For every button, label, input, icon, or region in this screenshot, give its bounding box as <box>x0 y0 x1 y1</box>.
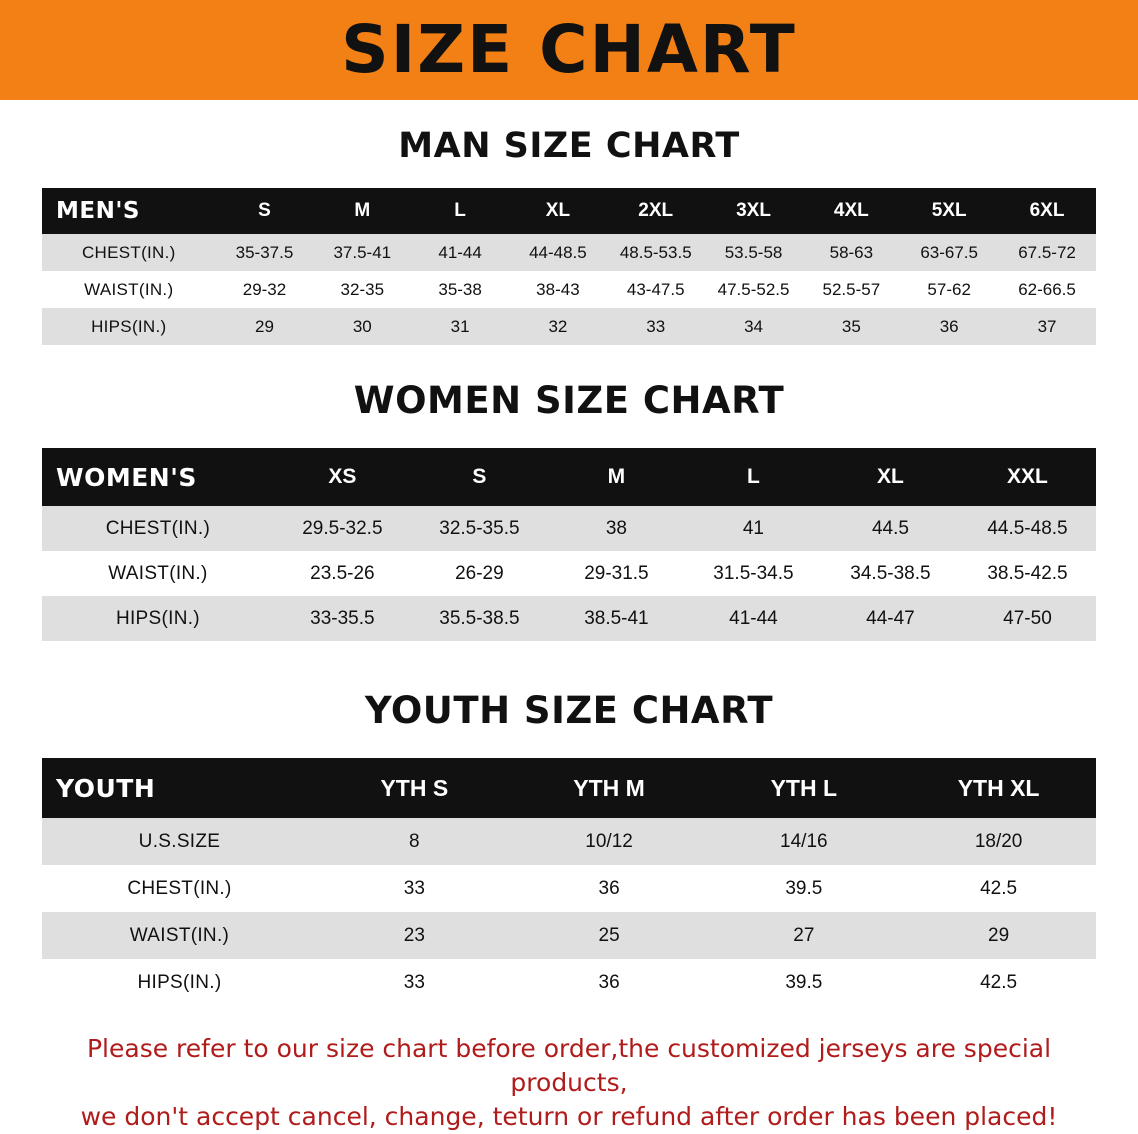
youth-row-label-1: CHEST(IN.) <box>42 865 317 912</box>
women-cell-1-4: 34.5-38.5 <box>822 551 959 596</box>
youth-cell-1-2: 39.5 <box>706 865 901 912</box>
women-cell-2-5: 47-50 <box>959 596 1096 641</box>
women-cell-2-4: 44-47 <box>822 596 959 641</box>
women-section-heading: WOMEN SIZE CHART <box>353 379 785 422</box>
table-row <box>42 234 1096 271</box>
youth-table-header-row <box>42 758 1096 818</box>
youth-size-col-0: YTH S <box>317 758 512 818</box>
man-cell-0-2: 41-44 <box>411 234 509 271</box>
disclaimer <box>40 1032 1098 1134</box>
women-size-col-2: M <box>548 448 685 506</box>
table-row <box>42 912 1096 959</box>
youth-size-col-3: YTH XL <box>901 758 1096 818</box>
man-cell-1-7: 57-62 <box>900 271 998 308</box>
women-cell-2-3: 41-44 <box>685 596 822 641</box>
table-row <box>42 865 1096 912</box>
man-cell-2-5: 34 <box>705 308 803 345</box>
women-cell-0-1: 32.5-35.5 <box>411 506 548 551</box>
man-cell-2-1: 30 <box>313 308 411 345</box>
youth-cell-1-0: 33 <box>317 865 512 912</box>
man-section-heading: MAN SIZE CHART <box>398 126 740 166</box>
man-size-col-7: 5XL <box>900 188 998 234</box>
women-cell-2-2: 38.5-41 <box>548 596 685 641</box>
women-cell-0-2: 38 <box>548 506 685 551</box>
women-size-col-1: S <box>411 448 548 506</box>
youth-cell-2-0: 23 <box>317 912 512 959</box>
man-size-col-4: 2XL <box>607 188 705 234</box>
women-size-col-3: L <box>685 448 822 506</box>
page-title: SIZE CHART <box>341 11 797 88</box>
man-cell-2-7: 36 <box>900 308 998 345</box>
women-cell-0-3: 41 <box>685 506 822 551</box>
youth-size-col-1: YTH M <box>512 758 707 818</box>
women-cell-0-4: 44.5 <box>822 506 959 551</box>
youth-cell-0-1: 10/12 <box>512 818 707 865</box>
man-cell-1-6: 52.5-57 <box>802 271 900 308</box>
man-size-table <box>42 188 1096 345</box>
women-cell-2-1: 35.5-38.5 <box>411 596 548 641</box>
man-table-header-row <box>42 188 1096 234</box>
youth-cell-0-0: 8 <box>317 818 512 865</box>
women-cell-2-0: 33-35.5 <box>274 596 411 641</box>
youth-table-wrap <box>42 758 1096 1006</box>
women-cell-0-5: 44.5-48.5 <box>959 506 1096 551</box>
youth-section-heading: YOUTH SIZE CHART <box>364 689 774 732</box>
women-cell-1-2: 29-31.5 <box>548 551 685 596</box>
youth-cell-3-3: 42.5 <box>901 959 1096 1006</box>
man-cell-1-1: 32-35 <box>313 271 411 308</box>
women-header-label: WOMEN'S <box>42 448 274 506</box>
youth-cell-0-2: 14/16 <box>706 818 901 865</box>
women-size-col-4: XL <box>822 448 959 506</box>
youth-cell-3-1: 36 <box>512 959 707 1006</box>
youth-cell-2-2: 27 <box>706 912 901 959</box>
man-cell-0-7: 63-67.5 <box>900 234 998 271</box>
man-cell-0-8: 67.5-72 <box>998 234 1096 271</box>
man-cell-2-6: 35 <box>802 308 900 345</box>
women-cell-1-5: 38.5-42.5 <box>959 551 1096 596</box>
man-cell-2-0: 29 <box>216 308 314 345</box>
man-size-col-2: L <box>411 188 509 234</box>
women-cell-0-0: 29.5-32.5 <box>274 506 411 551</box>
women-row-label-1: WAIST(IN.) <box>42 551 274 596</box>
man-table-wrap <box>42 188 1096 345</box>
man-size-col-1: M <box>313 188 411 234</box>
man-cell-0-4: 48.5-53.5 <box>607 234 705 271</box>
man-size-col-5: 3XL <box>705 188 803 234</box>
page-banner <box>0 0 1138 100</box>
table-row <box>42 818 1096 865</box>
man-cell-0-3: 44-48.5 <box>509 234 607 271</box>
youth-cell-1-1: 36 <box>512 865 707 912</box>
youth-size-col-2: YTH L <box>706 758 901 818</box>
women-cell-1-3: 31.5-34.5 <box>685 551 822 596</box>
disclaimer-line-1: Please refer to our size chart before order,the customized jerseys are special products, <box>86 1034 1052 1097</box>
man-cell-1-8: 62-66.5 <box>998 271 1096 308</box>
youth-size-table <box>42 758 1096 1006</box>
youth-cell-2-3: 29 <box>901 912 1096 959</box>
disclaimer-line-2: we don't accept cancel, change, teturn or refund after order has been placed! <box>80 1102 1058 1131</box>
table-row <box>42 271 1096 308</box>
table-row <box>42 506 1096 551</box>
women-size-col-0: XS <box>274 448 411 506</box>
women-table-header-row <box>42 448 1096 506</box>
table-row <box>42 308 1096 345</box>
man-cell-2-3: 32 <box>509 308 607 345</box>
youth-header-label: YOUTH <box>42 758 317 818</box>
women-cell-1-1: 26-29 <box>411 551 548 596</box>
youth-cell-2-1: 25 <box>512 912 707 959</box>
table-row <box>42 551 1096 596</box>
women-row-label-2: HIPS(IN.) <box>42 596 274 641</box>
man-cell-2-4: 33 <box>607 308 705 345</box>
women-size-table <box>42 448 1096 641</box>
man-row-label-2: HIPS(IN.) <box>42 308 216 345</box>
youth-row-label-3: HIPS(IN.) <box>42 959 317 1006</box>
man-size-col-0: S <box>216 188 314 234</box>
man-row-label-0: CHEST(IN.) <box>42 234 216 271</box>
man-cell-0-0: 35-37.5 <box>216 234 314 271</box>
women-row-label-0: CHEST(IN.) <box>42 506 274 551</box>
man-cell-2-8: 37 <box>998 308 1096 345</box>
man-cell-0-1: 37.5-41 <box>313 234 411 271</box>
man-cell-2-2: 31 <box>411 308 509 345</box>
man-cell-1-4: 43-47.5 <box>607 271 705 308</box>
table-row <box>42 596 1096 641</box>
man-cell-0-5: 53.5-58 <box>705 234 803 271</box>
women-size-col-5: XXL <box>959 448 1096 506</box>
man-row-label-1: WAIST(IN.) <box>42 271 216 308</box>
youth-row-label-0: U.S.SIZE <box>42 818 317 865</box>
women-table-wrap <box>42 448 1096 641</box>
youth-row-label-2: WAIST(IN.) <box>42 912 317 959</box>
man-size-col-6: 4XL <box>802 188 900 234</box>
women-cell-1-0: 23.5-26 <box>274 551 411 596</box>
man-size-col-8: 6XL <box>998 188 1096 234</box>
youth-cell-3-0: 33 <box>317 959 512 1006</box>
youth-cell-1-3: 42.5 <box>901 865 1096 912</box>
table-row <box>42 959 1096 1006</box>
man-cell-1-5: 47.5-52.5 <box>705 271 803 308</box>
youth-cell-0-3: 18/20 <box>901 818 1096 865</box>
man-header-label: MEN'S <box>42 188 216 234</box>
man-cell-1-2: 35-38 <box>411 271 509 308</box>
youth-cell-3-2: 39.5 <box>706 959 901 1006</box>
man-cell-0-6: 58-63 <box>802 234 900 271</box>
man-size-col-3: XL <box>509 188 607 234</box>
man-cell-1-3: 38-43 <box>509 271 607 308</box>
man-cell-1-0: 29-32 <box>216 271 314 308</box>
